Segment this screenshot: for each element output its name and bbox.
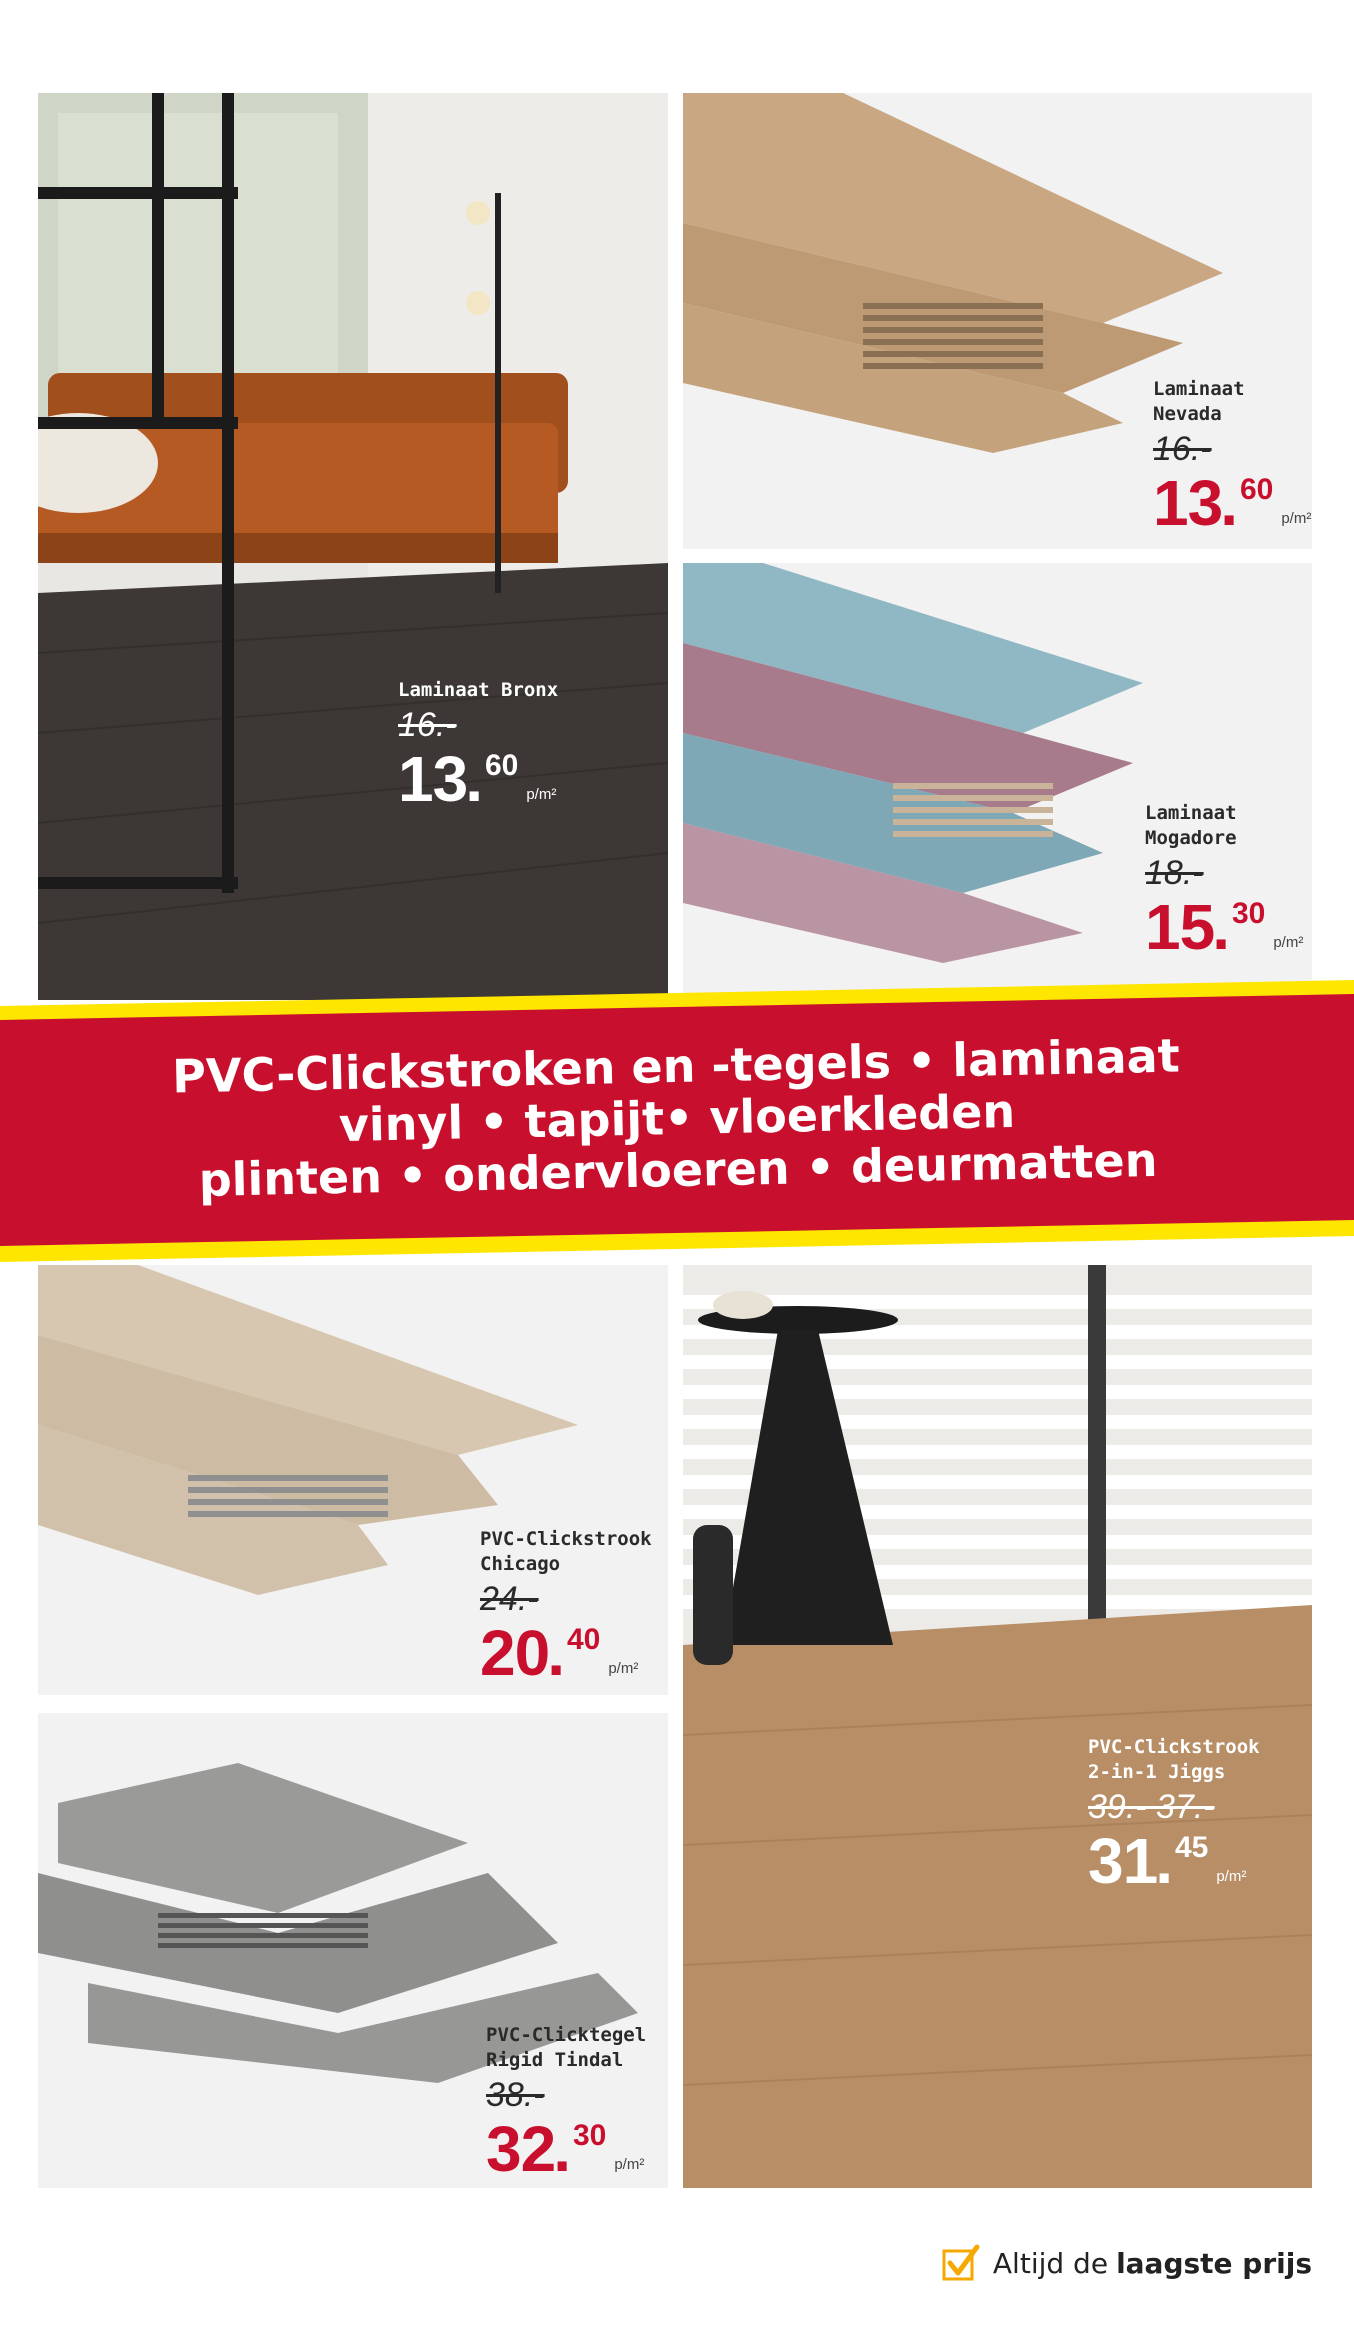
sale-price: 31 . 45 p/m² [1088, 1825, 1247, 1897]
product-name: PVC-Clickstrook Chicago [480, 1528, 652, 1575]
panel-pvc-jiggs [683, 1265, 1312, 2188]
price-unit: p/m² [1216, 1868, 1247, 1885]
panel-pvc-tindal [38, 1713, 668, 2188]
sale-price: 13 . 60 p/m² [1153, 467, 1312, 539]
price-integer: 32 [486, 2113, 556, 2185]
product-name: Laminaat Mogadore [1145, 802, 1237, 849]
footer-prefix: Altijd de [992, 2246, 1109, 2280]
old-price: 16.- [1153, 430, 1212, 468]
panel-laminaat-nevada [683, 93, 1312, 549]
living-room-photo [38, 93, 668, 1000]
panel-laminaat-bronx [38, 93, 668, 1000]
price-unit: p/m² [1273, 934, 1304, 951]
product-label-nevada [1153, 377, 1312, 539]
panel-pvc-chicago [38, 1265, 668, 1695]
product-label-tindal [486, 2023, 647, 2185]
old-price: 18.- [1145, 854, 1204, 892]
sale-price: 32 . 30 p/m² [486, 2113, 645, 2185]
price-integer: 20 [480, 1617, 550, 1689]
product-name: Laminaat Bronx [398, 679, 559, 701]
sale-price: 15 . 30 p/m² [1145, 891, 1304, 963]
sale-price: 13 . 60 p/m² [398, 743, 557, 815]
price-decimal: 30 [1231, 897, 1266, 930]
old-price: 38.- [486, 2076, 545, 2114]
price-integer: 31 [1088, 1825, 1158, 1897]
product-name: PVC-Clicktegel Rigid Tindal [486, 2024, 647, 2071]
old-price: 16.- [398, 706, 457, 744]
lowest-price-footer [941, 2243, 1312, 2283]
price-unit: p/m² [608, 1660, 639, 1677]
product-name: PVC-Clickstrook 2-in-1 Jiggs [1088, 1736, 1260, 1783]
price-decimal: 45 [1174, 1831, 1209, 1864]
panel-laminaat-mogadore [683, 563, 1312, 1000]
old-price: 24.- [480, 1580, 539, 1618]
old-price: 39.- 37.- [1088, 1788, 1215, 1826]
price-unit: p/m² [526, 786, 557, 803]
banner-text [0, 1026, 1354, 1210]
price-decimal: 30 [572, 2119, 607, 2152]
price-decimal: 40 [566, 1623, 601, 1656]
product-label-bronx [398, 678, 559, 815]
product-label-chicago [480, 1527, 652, 1689]
price-integer: 13 [1153, 467, 1223, 539]
price-decimal: 60 [484, 749, 519, 782]
price-integer: 15 [1145, 891, 1215, 963]
price-decimal: 60 [1239, 473, 1274, 506]
product-name: Laminaat Nevada [1153, 378, 1245, 425]
banner-line-2: vinyl • tapijt• vloerkleden [338, 1083, 1016, 1153]
banner-line-3: plinten • ondervloeren • deurmatten [198, 1132, 1158, 1208]
price-unit: p/m² [614, 2156, 645, 2173]
price-integer: 13 [398, 743, 468, 815]
product-label-jiggs [1088, 1735, 1260, 1897]
jiggs-interior-photo [683, 1265, 1312, 2188]
checkmark-icon [941, 2243, 981, 2283]
footer-strong: laagste prijs [1116, 2246, 1312, 2280]
price-unit: p/m² [1281, 510, 1312, 527]
sale-price: 20 . 40 p/m² [480, 1617, 639, 1689]
product-label-mogadore [1145, 801, 1304, 963]
banner-line-1: PVC-Clickstroken en -tegels • laminaat [171, 1028, 1181, 1104]
